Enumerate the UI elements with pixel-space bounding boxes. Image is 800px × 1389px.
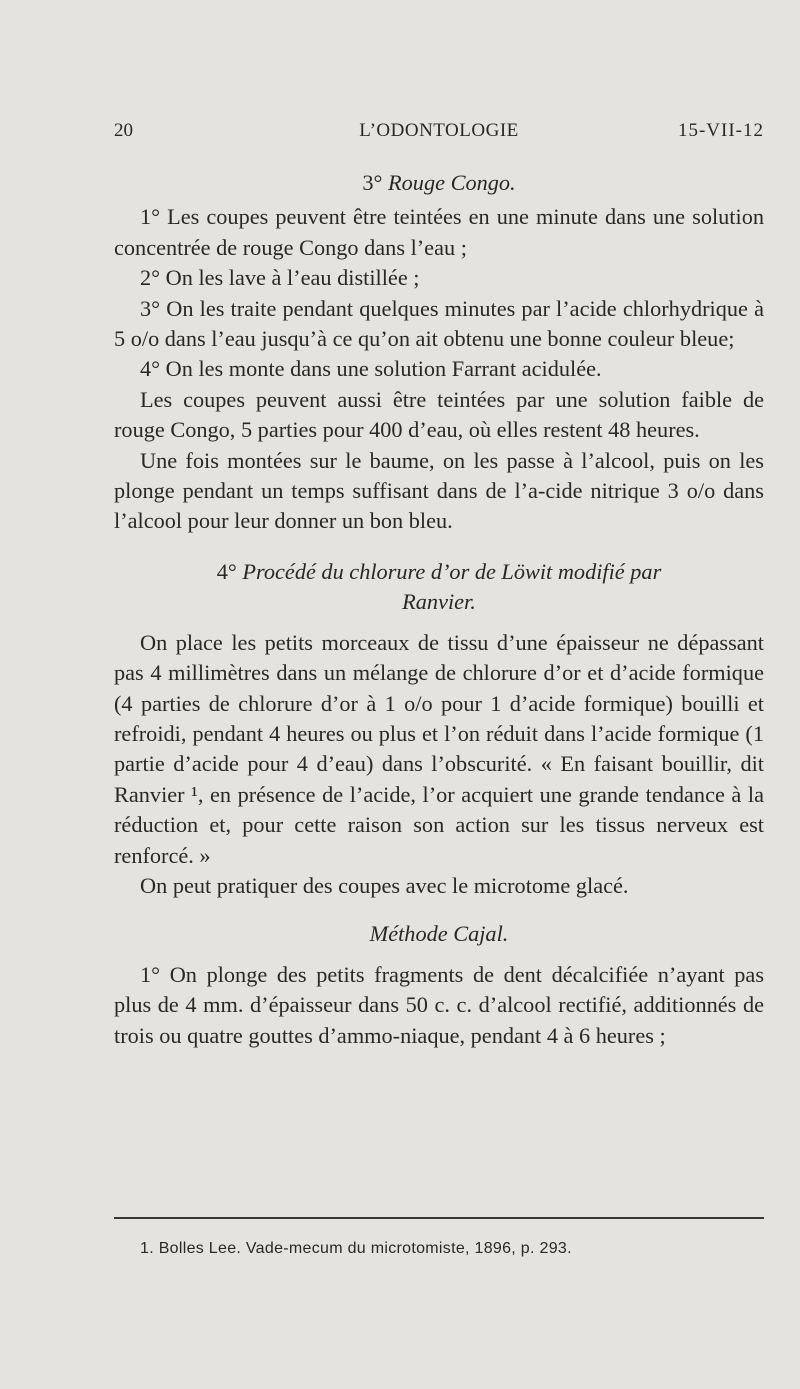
section-title-line1: Procédé du chlorure d’or de Löwit modifié par [242,558,662,584]
section-number: 4° [216,558,237,584]
page-header [114,120,764,148]
paragraph: On peut pratiquer des coupes avec le microtome glacé. [140,872,629,898]
paragraph: Les coupes peuvent aussi être teintées par une solution faible de rouge Congo, 5 parties pour 400 d’eau, où elles restent 48 heures. [114,386,764,443]
issue-reference: 15-VII-12 [677,120,764,141]
running-title: L’ODONTOLOGIE [359,120,519,141]
section-heading-rouge-congo [114,168,764,198]
paragraph: Une fois montées sur le baume, on les passe à l’alcool, puis on les plonge pendant un temps suffisant dans de l’a-cide nitrique 3 o/o dans l’alcool pour leur donner un bon bleu. [114,447,764,534]
footnote: 1. Bolles Lee. Vade-mecum du microtomiste, 1896, p. 293. [140,1240,572,1257]
section-number: 3° [362,170,383,195]
page-number: 20 [114,120,133,141]
footnote-divider [114,1217,764,1219]
paragraph: 2° On les lave à l’eau distillée ; [140,265,420,291]
section-title: Rouge Congo. [388,170,516,195]
section-title-line2: Ranvier. [402,589,476,615]
paragraph: On place les petits morceaux de tissu d’une épaisseur ne dépassant pas 4 millimètres dans un mélange de chlorure d’or et d’acide formique (4 parties de chlorure d’or à 1 o/o pour 1 d’acide formique) bouilli et refroidi, pendant 4 heures ou plus et l’on réduit dans l’acide formique (1 partie d’acide pour 4 d’eau) dans l’obscurité. « En faisant bouillir, dit Ranvier ¹, en présence de l’acide, l’or acquiert une grande tendance à la réduction et, pour cette raison son action sur les tissus nerveux est renforcé. » [114,629,764,868]
section-heading-cajal: Méthode Cajal. [369,921,509,947]
paragraph: 4° On les monte dans une solution Farrant acidulée. [140,356,602,382]
paragraph: 3° On les traite pendant quelques minutes par l’acide chlorhydrique à 5 o/o dans l’eau jusqu’à ce qu’on ait obtenu une bonne couleur bleue; [114,295,764,352]
paragraph: 1° On plonge des petits fragments de dent décalcifiée n’ayant pas plus de 4 mm. d’épaisseur dans 50 c. c. d’alcool rectifié, additionnés de trois ou quatre gouttes d’ammo-niaque, pendant 4 à 6 heures ; [114,961,764,1048]
body-text [114,168,764,1051]
section-heading-chlorure-dor [114,557,764,618]
paragraph: 1° Les coupes peuvent être teintées en une minute dans une solution concentrée de rouge Congo dans l’eau ; [114,204,764,260]
